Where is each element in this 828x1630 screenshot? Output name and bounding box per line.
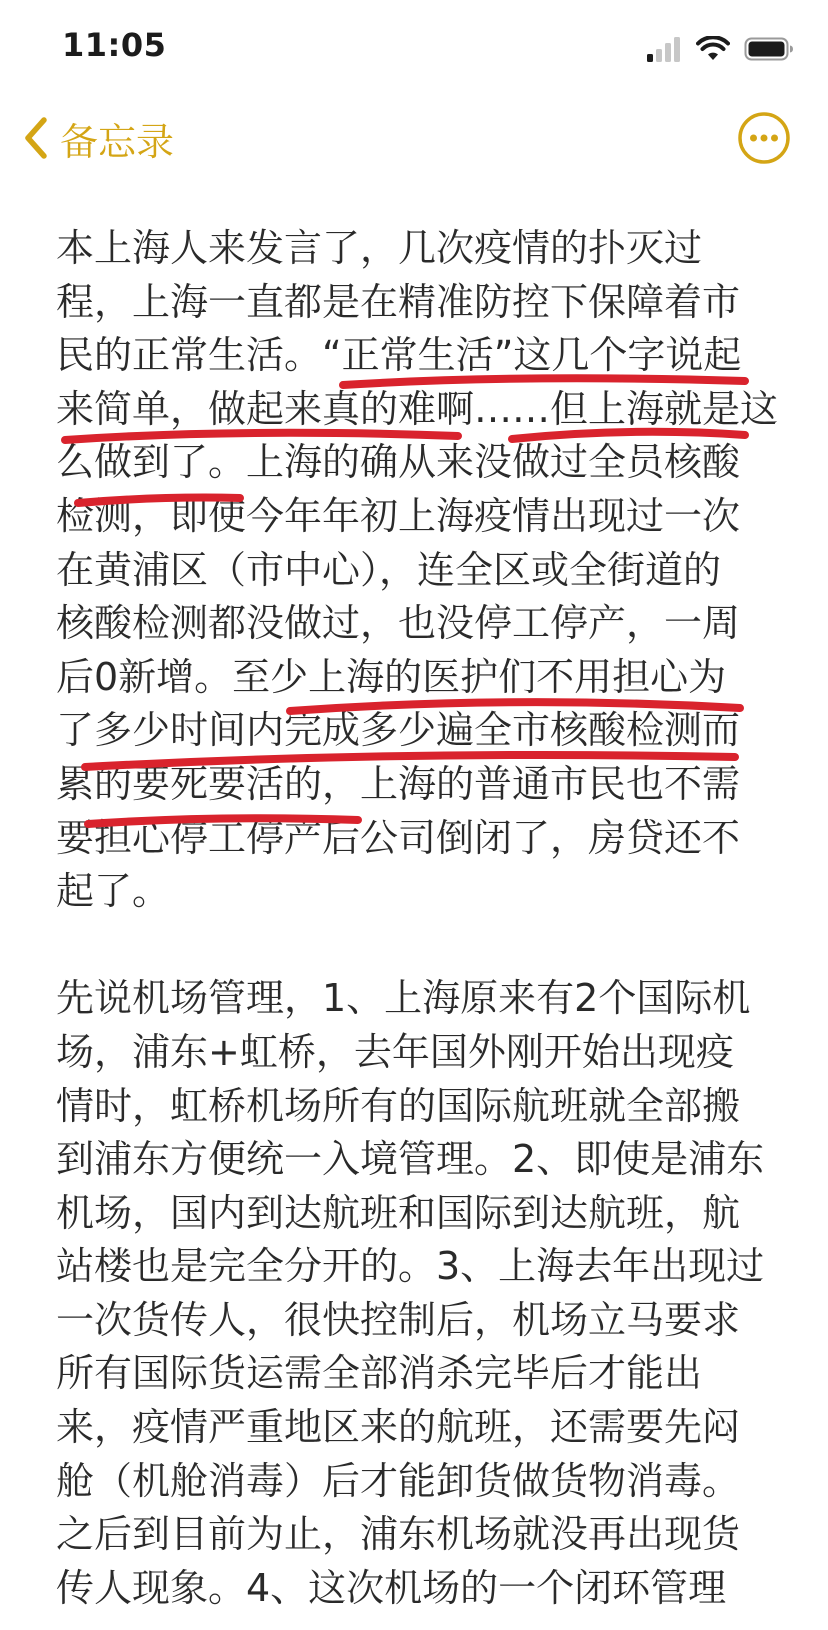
status-bar [0, 0, 828, 100]
wifi-icon [696, 36, 730, 62]
back-button-label: 备忘录 [60, 119, 175, 164]
note-paragraph-2: 先说机场管理，1、上海原来有2个国际机 场，浦东+虹桥，去年国外刚开始出现疫 情时，虹桥机场所有的国际航班就全部搬 到浦东方便统一入境管理。2、即使是浦东 机场，国内到达航班和国际到达航班，航 站楼也是完全分开的。3、上海去年出现过 一次货传人，很快控制后，机场立马要求 所有国际货运需全部消杀完毕后才能出 来，疫情严重地区来的航班，还需要先闷 舱（机舱消毒）后才能卸货做货物消毒。 之后到目前为止，浦东机场就没再出现货 传人现象。4、这次机场的一个闭环管理 [56, 976, 765, 1610]
cellular-signal-icon [646, 36, 682, 62]
note-paragraph-1: 本上海人来发言了，几次疫情的扑灭过 程，上海一直都是在精准防控下保障着市 民的正常生活。“正常生活”这几个字说起 来简单，做起来真的难啊……但上海就是这 么做到了。上海的确从来没做过全员核酸 检测，即使今年年初上海疫情出现过一次 在黄浦区（市中心），连全区或全街道的 核酸检测都没做过，也没停工停产，一周 后0新增。至少上海的医护们不用担心为 了多少时间内完成多少遍全市核酸检测而 累的要死要活的，上海的普通市民也不需 要担心停工停产后公司倒闭了，房贷还不 起了。 [56, 226, 779, 914]
battery-icon [744, 36, 794, 62]
back-button[interactable] [20, 110, 174, 166]
paragraph-spacer [56, 919, 796, 973]
more-options-icon[interactable] [736, 110, 792, 166]
status-icons [646, 34, 794, 62]
status-time: 11:05 [62, 26, 167, 64]
note-content[interactable] [56, 222, 796, 1615]
chevron-left-icon [20, 114, 52, 162]
navigation-bar [0, 100, 828, 180]
